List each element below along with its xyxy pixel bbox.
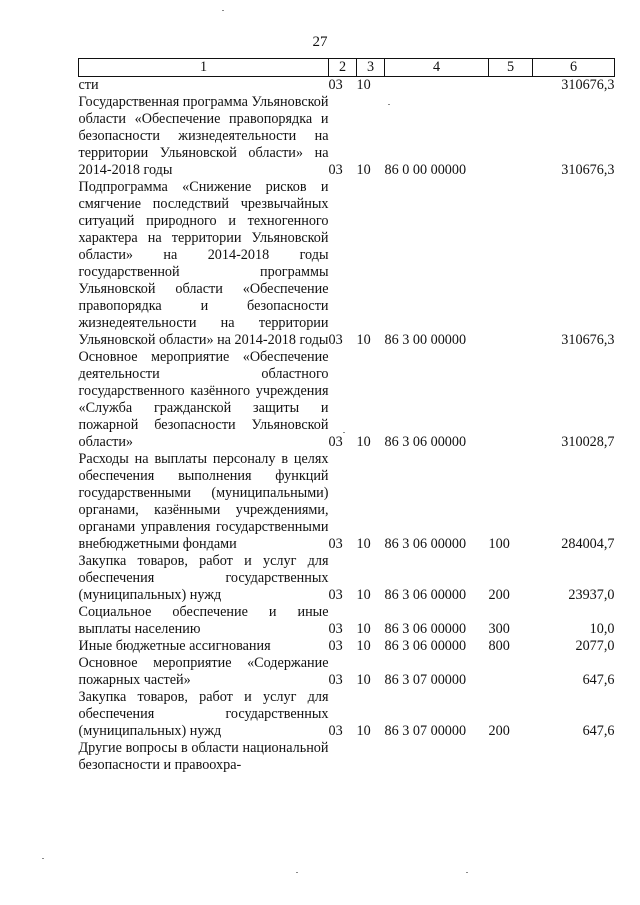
row-name-cell: Основное мероприятие «Содержание пожарных частей» bbox=[78, 655, 329, 688]
row-name-cell: Закупка товаров, работ и услуг для обеспечения государственных (муниципальных) нужд bbox=[78, 553, 329, 603]
table-row bbox=[79, 655, 615, 689]
row-name-cell: Подпрограмма «Снижение рисков и смягчение последствий чрезвычайных ситуаций природного и техногенного характера на территории Ульяновской области» на 2014-2018 годы государственной программы Ульяновской области «Обеспечение правопорядка и безопасности жизнедеятельности на территории Ульяновской области» на 2014-2018 годы bbox=[78, 179, 329, 348]
scan-speck bbox=[343, 432, 345, 433]
row-c6-cell: 2077,0 bbox=[575, 638, 615, 654]
row-c6-cell bbox=[533, 740, 615, 774]
row-c5-cell: 100 bbox=[488, 536, 510, 552]
row-c4-cell: 86 0 00 00000 bbox=[384, 162, 467, 178]
row-c3-cell: 10 bbox=[356, 162, 371, 178]
row-c2-cell: 03 bbox=[328, 723, 343, 739]
row-c4-cell: 86 3 07 00000 bbox=[384, 723, 467, 739]
row-c3-cell: 10 bbox=[356, 536, 371, 552]
table-header-row bbox=[79, 59, 615, 77]
row-c5-cell: 200 bbox=[488, 723, 510, 739]
row-c2-cell: 03 bbox=[328, 672, 343, 688]
scan-speck bbox=[222, 10, 224, 11]
row-c4-cell: 86 3 06 00000 bbox=[384, 434, 467, 450]
table-row bbox=[79, 740, 615, 774]
row-c2-cell: 03 bbox=[328, 638, 343, 654]
table-body bbox=[79, 77, 615, 775]
row-name-cell: сти bbox=[78, 77, 99, 93]
row-c6-cell: 310028,7 bbox=[561, 434, 615, 450]
row-c5-cell: 800 bbox=[488, 638, 510, 654]
row-c6-cell: 310676,3 bbox=[561, 162, 615, 178]
row-c3-cell: 10 bbox=[356, 77, 371, 93]
row-c5-cell: 300 bbox=[488, 621, 510, 637]
row-c4-cell: 86 3 06 00000 bbox=[384, 621, 467, 637]
row-c3-cell: 10 bbox=[356, 638, 371, 654]
scan-speck bbox=[466, 872, 468, 873]
row-c3-cell: 10 bbox=[356, 723, 371, 739]
table-row bbox=[79, 689, 615, 740]
row-c6-cell: 10,0 bbox=[589, 621, 615, 637]
row-name-cell: Другие вопросы в области национальной безопасности и правоохра- bbox=[78, 740, 329, 773]
row-c4-cell bbox=[385, 77, 489, 95]
row-c4-cell: 86 3 07 00000 bbox=[384, 672, 467, 688]
header-col-2: 2 bbox=[329, 59, 357, 77]
header-col-4: 4 bbox=[385, 59, 489, 77]
page-number: 27 bbox=[312, 34, 328, 50]
row-c2-cell: 03 bbox=[328, 77, 343, 93]
scan-speck bbox=[42, 858, 44, 859]
row-c4-cell: 86 3 00 00000 bbox=[384, 332, 467, 348]
header-col-5: 5 bbox=[489, 59, 533, 77]
row-c4-cell: 86 3 06 00000 bbox=[384, 536, 467, 552]
table-row bbox=[79, 604, 615, 638]
row-name-cell: Социальное обеспечение и иные выплаты населению bbox=[78, 604, 329, 637]
row-c6-cell: 23937,0 bbox=[568, 587, 615, 603]
table-row bbox=[79, 638, 615, 655]
row-name-cell: Закупка товаров, работ и услуг для обеспечения государственных (муниципальных) нужд bbox=[78, 689, 329, 739]
table-row bbox=[79, 349, 615, 451]
row-c3-cell: 10 bbox=[356, 621, 371, 637]
row-c2-cell bbox=[329, 740, 357, 774]
row-c5-cell bbox=[489, 179, 533, 349]
row-c4-cell bbox=[385, 740, 489, 774]
table-row bbox=[79, 179, 615, 349]
header-col-1: 1 bbox=[79, 59, 329, 77]
row-name-cell: Основное мероприятие «Обеспечение деятельности областного государственного казённого учреждения «Служба гражданской защиты и пожарной безопасности Ульяновской области» bbox=[78, 349, 329, 450]
row-c2-cell: 03 bbox=[328, 162, 343, 178]
header-col-3: 3 bbox=[357, 59, 385, 77]
row-c3-cell bbox=[357, 740, 385, 774]
row-c2-cell: 03 bbox=[328, 621, 343, 637]
row-c3-cell: 10 bbox=[356, 672, 371, 688]
row-c3-cell: 10 bbox=[356, 332, 371, 348]
table-row bbox=[79, 94, 615, 179]
row-c2-cell: 03 bbox=[328, 587, 343, 603]
table-row bbox=[79, 77, 615, 95]
row-c2-cell: 03 bbox=[328, 536, 343, 552]
row-c6-cell: 310676,3 bbox=[561, 332, 615, 348]
row-c5-cell bbox=[489, 349, 533, 451]
row-name-cell: Государственная программа Ульяновской области «Обеспечение правопорядка и безопасности жизнедеятельности на территории Ульяновской области» на 2014-2018 годы bbox=[78, 94, 329, 178]
row-c6-cell: 647,6 bbox=[582, 723, 615, 739]
row-name-cell: Иные бюджетные ассигнования bbox=[78, 638, 271, 654]
row-c2-cell: 03 bbox=[328, 434, 343, 450]
scan-speck bbox=[296, 872, 298, 873]
row-name-cell: Расходы на выплаты персоналу в целях обеспечения выполнения функций государственными (муниципальными) органами, казёнными учреждениями, органами управления государственными внебюджетными фондами bbox=[78, 451, 329, 552]
scan-speck bbox=[388, 104, 390, 105]
row-c2-cell: 03 bbox=[328, 332, 343, 348]
row-c4-cell: 86 3 06 00000 bbox=[384, 587, 467, 603]
budget-table bbox=[78, 58, 615, 774]
row-c4-cell: 86 3 06 00000 bbox=[384, 638, 467, 654]
table-row bbox=[79, 451, 615, 553]
row-c3-cell: 10 bbox=[356, 587, 371, 603]
row-c5-cell: 200 bbox=[488, 587, 510, 603]
row-c6-cell: 647,6 bbox=[582, 672, 615, 688]
row-c6-cell: 310676,3 bbox=[561, 77, 615, 93]
row-c5-cell bbox=[489, 94, 533, 179]
row-c5-cell bbox=[489, 740, 533, 774]
row-c6-cell: 284004,7 bbox=[561, 536, 615, 552]
row-c3-cell: 10 bbox=[356, 434, 371, 450]
row-c5-cell bbox=[489, 655, 533, 689]
row-c5-cell bbox=[489, 77, 533, 95]
header-col-6: 6 bbox=[533, 59, 615, 77]
table-row bbox=[79, 553, 615, 604]
